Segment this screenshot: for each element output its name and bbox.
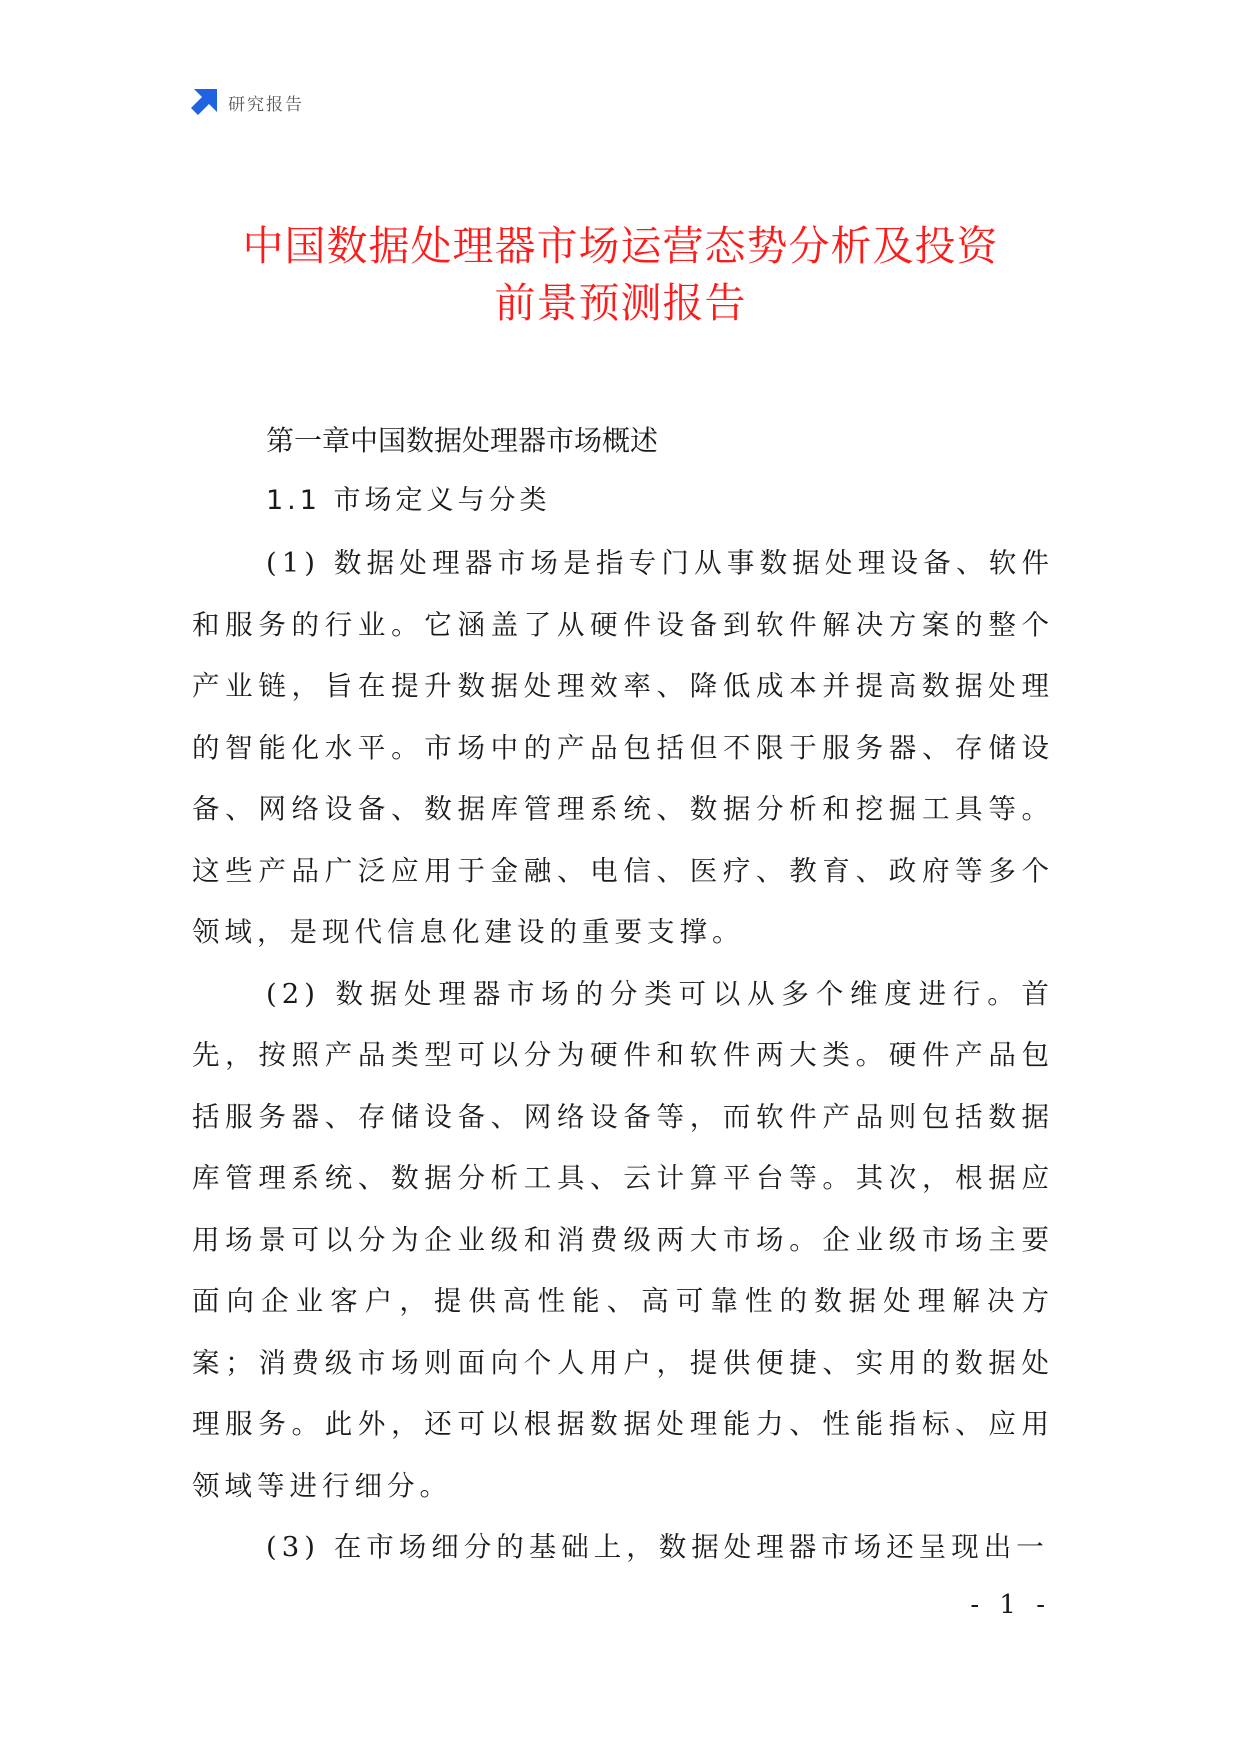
paragraph-1: (1) 数据处理器市场是指专门从事数据处理设备、软件和服务的行业。它涵盖了从硬件设备到软件解决方案的整个产业链，旨在提升数据处理效率、降低成本并提高数据处理的智能化水平。市场中的产品包括但不限于服务器、存储设备、网络设备、数据库管理系统、数据分析和挖掘工具等。这些产品广泛应用于金融、电信、医疗、教育、政府等多个领域，是现代信息化建设的重要支撑。 [192, 547, 1054, 948]
report-header [190, 88, 304, 116]
section-heading: 1.1 市场定义与分类 [266, 485, 551, 516]
document-body [192, 415, 1054, 1579]
title-line-1: 中国数据处理器市场运营态势分析及投资 [242, 222, 999, 270]
arrow-up-right-icon [190, 88, 218, 116]
document-title [160, 218, 1081, 332]
title-line-2: 前景预测报告 [494, 279, 747, 327]
paragraph-2: (2) 数据处理器市场的分类可以从多个维度进行。首先，按照产品类型可以分为硬件和软件两大类。硬件产品包括服务器、存储设备、网络设备等，而软件产品则包括数据库管理系统、数据分析工具、云计算平台等。其次，根据应用场景可以分为企业级和消费级两大市场。企业级市场主要面向企业客户，提供高性能、高可靠性的数据处理解决方案；消费级市场则面向个人用户，提供便捷、实用的数据处理服务。此外，还可以根据数据处理能力、性能指标、应用领域等进行细分。 [192, 977, 1054, 1502]
paragraph-3: (3) 在市场细分的基础上，数据处理器市场还呈现出一 [266, 1531, 1049, 1563]
page-number: - 1 - [970, 1590, 1051, 1620]
header-label: 研究报告 [228, 94, 304, 115]
chapter-heading: 第一章中国数据处理器市场概述 [266, 424, 659, 457]
